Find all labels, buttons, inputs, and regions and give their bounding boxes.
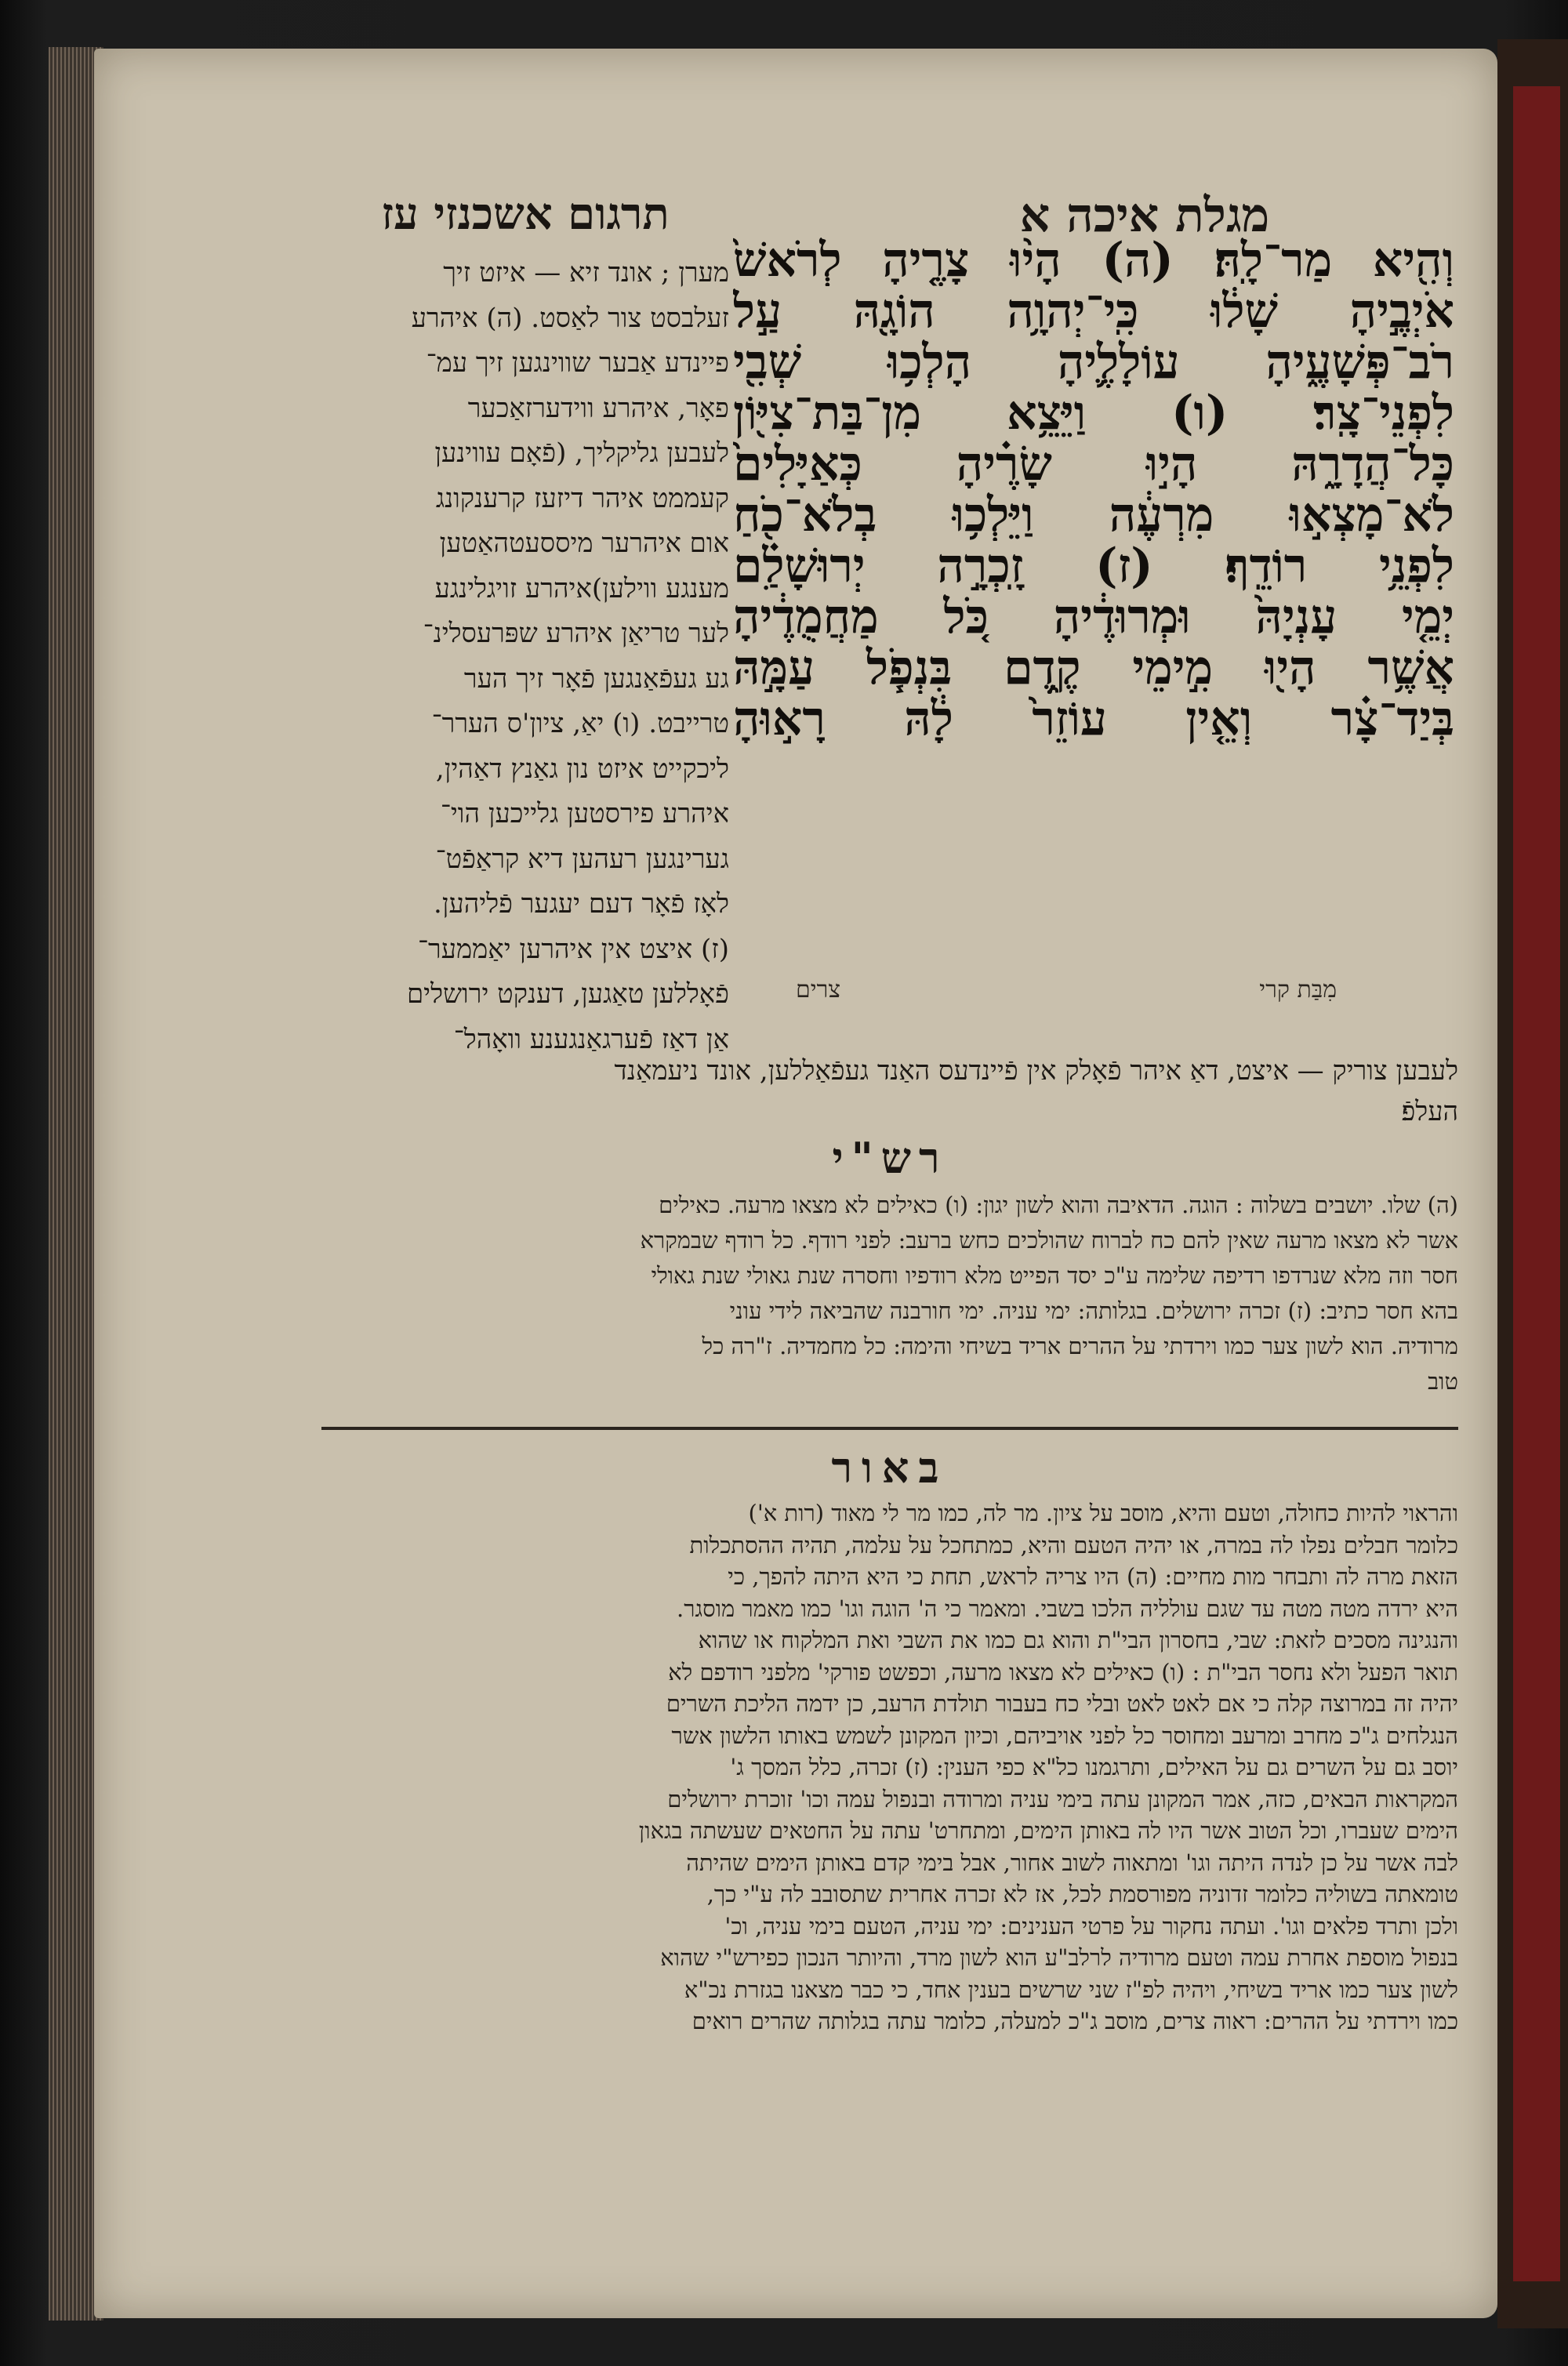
targum-tail-line: העלפֿ׃	[1401, 1096, 1458, 1127]
rashi-line: מרודיה. הוא לשון צער כמו וירדתי על ההרים אריד בשיחי והימה: כל מחמדיה. ז"רה כל	[702, 1333, 1458, 1359]
verse-line: בְּיַד־צָ֗ר וְאֵ֤ין עוֹזֵר֙ לָ֔הּ רָא֣וּהָ	[733, 694, 1454, 745]
rashi-commentary	[321, 1188, 1458, 1423]
kri-note: מִבַּת קרי	[1259, 976, 1337, 1003]
targum-line: טרייבט. (ו) יאַ, ציון'ס הערר־	[431, 708, 729, 739]
targum-line: לעבען גליקליך, (פֿאָם עווינען	[434, 437, 729, 469]
targum-line: גע געפֿאַנגען פֿאָר זיך הער	[463, 662, 729, 695]
biur-line: כלומר חבלים נפלו לה במרה, או יהיה הטעם והיא, כמתחכל על עלמה, תהיה ההסתכלות	[689, 1531, 1458, 1559]
rashi-line: (ה) שלו. יושבים בשלוה : הוגה. הדאיבה והוא לשון יגון: (ו) כאילים לא מצאו מרעה. כאילים	[659, 1192, 1458, 1218]
hebrew-text-column	[733, 235, 1454, 964]
rashi-line: אשר לא מצאו מרעה שאין להם כח לברוח שהולכים כחש ברעב: לפני רודף. כל רודף שבמקרא	[640, 1227, 1458, 1254]
verse-line: לֹא־מָצְא֣וּ מִרְעֶ֔ה וַיֵּלְכ֥וּ בְלֹא־כֹ֖חַ	[733, 490, 1454, 541]
targum-line: זעלבסט צור לאַסט. (ה) איהרע	[411, 302, 729, 334]
facing-page-edge	[1497, 39, 1568, 2328]
biur-commentary	[321, 1497, 1458, 2156]
targum-line: גערינגען רעהען דיא קראַפֿט־	[435, 843, 729, 875]
targum-line: (ז) איצט אין איהרען יאַממער־	[418, 933, 729, 965]
targum-line: איהרע פירסטען גלייכען הוי־	[440, 798, 729, 829]
biur-line: טומאתה בשוליה כלומר זדוניה מפורסמת לכל, אז לא זכרה אחרית שתסובב לה ע"י כך,	[706, 1881, 1458, 1907]
verse-line: כָּל־הֲדָרָ֑הּ הָי֣וּ שָׂרֶ֗יהָ כְּאַיָּלִים֙	[733, 439, 1454, 490]
verse-line: וְהִ֖יא מַר־לָֽהּ׃ (ה) הָי֨וּ צָרֶ֤יהָ לְרֹאשׁ֙	[733, 235, 1454, 286]
biur-line: המקראות הבאים, כזה, אמר המקונן עתה בימי עניה ומרודה ובנפול עמה וכו' זוכרת ירושלים	[667, 1785, 1458, 1813]
verse-line: לִפְנֵ֥י רוֹדֵֽף׃ (ז) זָֽכְרָ֣ה יְרוּשָׁלִַ֗ם	[733, 541, 1454, 592]
verse-line: רֹב־פְּשָׁעֶ֑יהָ עוֹלָלֶ֛יהָ הָלְכ֥וּ שְׁבִ֖י	[733, 337, 1454, 388]
verse-line: אֹיְבֶ֣יהָ שָׁל֔וּ כִּֽי־יְהוָ֥ה הוֹגָ֖הּ עַ֣ל	[733, 286, 1454, 337]
biur-line: הנגלחים ג"כ מחרב ומרעב ומחוסר כל לפני אויביהם, וכיון המקונן לשמש באותו הלשון אשר	[671, 1722, 1458, 1749]
targum-line: מענגע ווילען)איהרע זויגלינגע	[434, 572, 729, 604]
tsarim-note: צרים	[796, 976, 841, 1003]
biur-line: יהיה זה במרוצה קלה כי אם לאט לאט ובלי כח בעבור תולדת הרעב, כן ידמה הליכת השרים	[666, 1690, 1458, 1717]
rashi-line: חסר וזה מלא שנרדפו רדיפה שלימה ע"כ יסד הפייט מלא רודפיו וחסרה שנת גאולי שנת גאולי	[651, 1262, 1458, 1289]
biur-line: לבה אשר על כן לנדה היתה וגו' ומתאוה לשוב אחור, אבל בימי קדם באותן הימים שהיתה	[686, 1849, 1458, 1876]
targum-column	[321, 251, 729, 1105]
biur-heading: באור	[831, 1442, 949, 1493]
biur-line: כמו וירדתי על ההרים: ראוה צרים, מוסב ג"כ למעלה, כלומר עתה בגלותה שהרים רואים	[691, 2008, 1458, 2034]
targum-line: פֿאָללען טאַגען, דענקט ירושלים	[406, 978, 729, 1010]
biur-line: והנגינה מסכים לזאת: שבי, בחסרון הבי"ת והוא גם כמו את השבי ואת המלקוח או שהוא	[698, 1627, 1458, 1653]
rashi-heading: רש"י	[832, 1133, 948, 1183]
targum-line: פאָר, איהרע ווידערזאַכער	[467, 392, 729, 424]
verse-line: אֲשֶׁ֥ר הָי֖וּ מִ֣ימֵי קֶ֑דֶם בִּנְפֹ֧ל עַמָּ֣הּ	[733, 643, 1454, 694]
targum-continuation	[321, 1051, 1458, 1137]
biur-line: ולכן ותרד פלאים וגו'. ועתה נחקור על פרטי הענינים: ימי עניה, הטעם בימי עניה, וכ'	[724, 1912, 1458, 1940]
targum-line: אום איהרער מיססעטהאַטען	[439, 528, 729, 559]
book-title: מגלת איכה א	[1019, 188, 1270, 243]
rashi-line: בהא חסר כתיב: (ז) זכרה ירושלים. בגלותה: ימי עניה. ימי חורבנה שהביאה לידי עוני	[729, 1297, 1458, 1324]
biur-line: בנפול מוספת אחרת עמה וטעם מרודיה לרלב"ע הוא לשון מרד, והיותר הנכון כפירש"י שהוא	[660, 1944, 1458, 1971]
verse-line: לִפְנֵי־צָֽר׃ (ו) וַיֵּצֵ֥א מִן־בַּת־צִיּ֖וֹן	[733, 388, 1454, 439]
targum-line: אַן דאַז פֿערגאַנגענע וואָהל־	[453, 1023, 729, 1055]
targum-line: לאָז פֿאָר דעם יעגער פֿליהען.	[434, 888, 729, 920]
verse-line: יְמֵ֤י עָנְיָהּ֙ וּמְרוּדֶ֔יהָ כֹּ֚ל מַחֲמֻדֶ֔יהָ	[733, 592, 1454, 643]
targum-tail-line: לעבען צוריק — איצט, דאַ איהר פֿאָלק אין פֿיינדעס האַנד געפֿאַללען, אונד ניעמאַנד	[614, 1055, 1458, 1087]
biur-line: תואר הפעל ולא נחסר הבי"ת : (ו) כאילים לא מצאו מרעה, וכפשט פורקי' מלפני רודפם לא	[668, 1658, 1458, 1686]
biur-line: הזאת מרה לה ותבחר מות מחיים: (ה) היו צריה לראש, תחת כי היא היתה להפך, כי	[728, 1563, 1458, 1590]
targum-line: מערן ; אונד זיא — איזט זיך	[443, 257, 729, 288]
biur-line: יוסב גם על השרים גם על האילים, ותרגמנו כל"א כפי הענין: (ז) זכרה, כלל המסך ג'	[730, 1754, 1458, 1780]
targum-title: תרגום אשכנזי עז	[381, 188, 670, 240]
targum-line: ליכקייט איזט נון גאַנץ דאַהין,	[435, 753, 729, 785]
targum-line: לער טריאַן איהרע שפּרעסלינ־	[423, 618, 729, 649]
binding-strip	[1513, 86, 1560, 2281]
rashi-line: טוב	[1428, 1368, 1458, 1395]
masorah-notes	[733, 976, 1454, 1015]
biur-line: והראוי להיות כחולה, וטעם והיא, מוסב על ציון. מר לה, כמו מר לי מאוד (רות א')	[748, 1500, 1458, 1526]
targum-line: קעממט איהר דיזעז קרענקונג	[435, 482, 729, 514]
biur-line: לשון צער כמו אריד בשיחי, ויהיה לפ"ז שני שרשים בענין אחד, כי כבר מצאנו בגזרת נכ"א	[684, 1976, 1458, 2003]
targum-line: פיינדע אַבער שווינגען זיך עמ־	[426, 347, 729, 379]
biur-line: הימים שעברו, וכל הטוב אשר היו לה באותן הימים, ומתחרט' עתה על החטאים שעשתה בגאון	[638, 1817, 1458, 1844]
section-divider	[321, 1427, 1458, 1430]
biur-line: היא ירדה מטה מטה עד שגם עולליה הלכו בשבי. ומאמר כי ה' הוגה וגו' כמו מאמר מוסגר.	[677, 1595, 1458, 1622]
